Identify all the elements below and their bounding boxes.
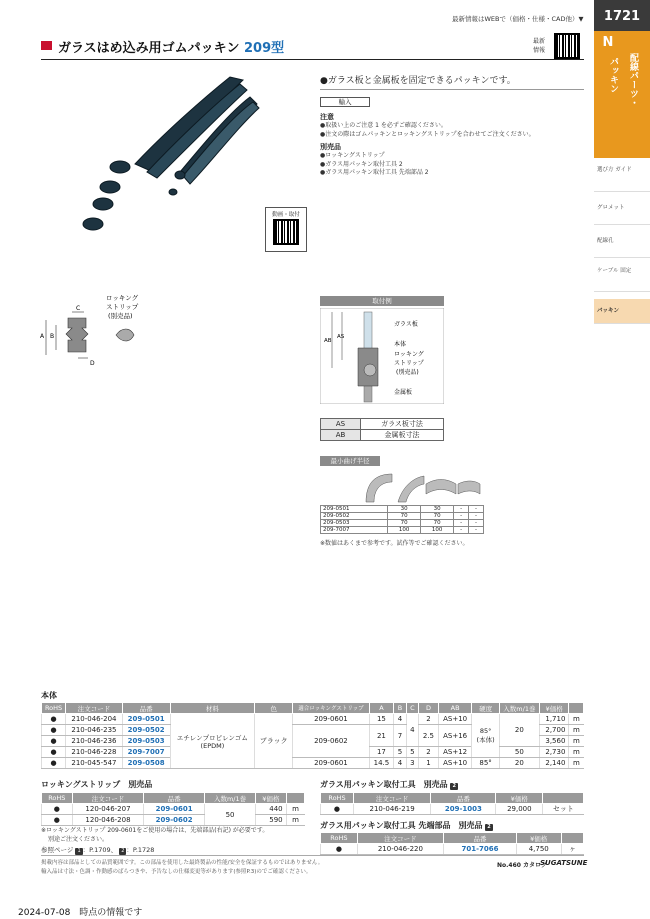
material-cell: エチレンプロピレンゴム (EPDM) — [170, 714, 255, 769]
dimension-diagram — [38, 290, 168, 370]
legend-row-ab: AB 金属板寸法 — [321, 430, 444, 441]
part-link[interactable]: 209-1003 — [431, 804, 496, 815]
new-info-line2: 情報 — [533, 47, 546, 54]
tip-table-header: RoHS 注文コード 品番 ¥価格 — [321, 833, 584, 844]
strip-table-header: RoHS 注文コード 品番 入数m/1巻 ¥価格 — [42, 793, 305, 804]
strip-table — [41, 792, 305, 826]
video-qr-code-icon[interactable] — [273, 219, 299, 245]
category-name-line1: 配線パーツ・ — [628, 53, 638, 107]
bend-row: 209-0501 30 30 - - — [321, 506, 484, 513]
label-strip1: ロッキング — [394, 351, 424, 358]
new-info-label — [533, 37, 545, 55]
caution-2: ●注文の際はゴムパッキンとロッキングストリップを合わせてご注文ください。 — [320, 130, 535, 138]
page-number: 1721 — [594, 0, 650, 31]
table-row: ● 210-046-228 209-7007 17 5 5 2 AS+12 50 2,730 m — [42, 747, 584, 758]
label-body: 本体 — [394, 341, 407, 348]
strip-note-1: ※ロッキングストリップ 209-0601をご使用の場合は、先端部品(右記) が必要です。 — [41, 827, 269, 834]
ref-badge: 2 — [452, 783, 456, 789]
accessory-2: ●ガラス用パッキン取付工具 2 — [320, 160, 403, 168]
tool-table-title: ガラス用パッキン取付工具 別売品 2 — [320, 780, 456, 789]
main-spec-table — [41, 702, 584, 769]
bend-row: 209-0502 70 70 - - — [321, 513, 484, 520]
lead-divider — [320, 89, 584, 90]
part-link[interactable]: 209-0503 — [122, 736, 170, 747]
date-stamp: 2024-07-08 時点の情報です — [18, 908, 143, 918]
label-ab: AB — [324, 338, 332, 344]
caution-1: ●取扱い上のご注意 1 を必ずご確認ください。 — [320, 122, 447, 129]
footer-divider — [41, 855, 584, 856]
bend-radius-heading: 最小曲げ半径 — [320, 456, 380, 466]
tip-table — [320, 832, 584, 855]
title-divider — [41, 59, 584, 60]
accessory-1: ●ロッキングストリップ — [320, 152, 385, 159]
table-row: ● 120-046-207 209-0601 50 440 m — [42, 804, 305, 815]
lead-text: ●ガラス板と金属板を固定できるパッキンです。 — [320, 76, 516, 86]
strip-label-3: (別売品) — [108, 312, 133, 320]
hardness-cell: 85° (本体) — [472, 714, 499, 758]
part-link[interactable]: 209-0601 — [144, 804, 205, 815]
dim-label-a: A — [40, 333, 45, 340]
footer-disclaimer: 掲載内容は部品としての品質範囲です。この部品を使用した最終製品の性能/安全を保証するものではありません。 輸入品は寸法・色調・作動感のばらつきや、予告なしの仕様変更等があります(参照P.3)のでご確認ください。 — [41, 860, 324, 875]
dim-label-c: C — [76, 305, 81, 312]
table-row: ● 210-046-220 701-7066 4,750 ヶ — [321, 844, 584, 855]
bend-row: 209-0503 70 70 - - — [321, 520, 484, 527]
import-badge: 輸入 — [320, 97, 370, 107]
part-link[interactable]: 209-7007 — [122, 747, 170, 758]
part-link[interactable]: 701-7066 — [444, 844, 517, 855]
ref-badge: 2 — [487, 824, 491, 830]
table-row: ● 210-046-235 209-0502 209-0602 21 7 2.5 AS+16 2,700 m — [42, 725, 584, 736]
category-name-line2: パッキン — [608, 57, 618, 93]
install-example-diagram — [320, 308, 444, 404]
tool-table-header: RoHS 注文コード 品番 ¥価格 — [321, 793, 584, 804]
page-title — [58, 37, 284, 56]
install-legend-table — [320, 418, 444, 441]
title-model: 209型 — [244, 41, 285, 56]
install-example-heading: 取付例 — [320, 296, 444, 306]
color-cell: ブラック — [255, 714, 293, 769]
bend-radius-figures — [360, 468, 484, 506]
category-letter: N — [602, 35, 614, 50]
table-row: ● 210-046-204 209-0501 エチレンプロピレンゴム (EPDM) ブラック 209-0601 15 4 4 2 AS+10 85° (本体) 20 1,710 m — [42, 714, 584, 725]
main-table-header: RoHS 注文コード 品番 材料 色 適合ロッキングストリップ A B C D AB 硬度 入数m/1巻 ¥価格 — [42, 703, 584, 714]
label-glass: ガラス板 — [394, 321, 418, 328]
sidebar-item-cable[interactable]: ケーブル 固定 — [594, 268, 650, 292]
part-link[interactable]: 209-0602 — [144, 815, 205, 826]
strip-label-1: ロッキング — [106, 294, 139, 302]
part-link[interactable]: 209-0502 — [122, 725, 170, 736]
accessory-3: ●ガラス用パッキン取付工具 先端部品 2 — [320, 169, 429, 176]
main-table-title: 本体 — [41, 691, 57, 700]
accessory-heading: 別売品 — [320, 143, 341, 151]
part-link[interactable]: 209-0508 — [122, 758, 170, 769]
table-row: ● 210-046-236 209-0503 3,560 m — [42, 736, 584, 747]
product-photo — [65, 72, 275, 252]
bend-row: 209-7007 100 100 - - — [321, 527, 484, 534]
sidebar-item-guide[interactable]: 選び方 ガイド — [594, 167, 650, 192]
brand-logo — [41, 41, 52, 50]
ref-badge[interactable]: 1 — [77, 848, 81, 854]
bend-radius-table — [320, 505, 484, 534]
qr-code-icon[interactable] — [554, 33, 580, 59]
sidebar-item-wiring-hole[interactable]: 配線孔 — [594, 238, 650, 258]
part-link[interactable]: 209-0501 — [122, 714, 170, 725]
brand-wordmark: SUGATSUNE — [540, 859, 588, 867]
sidebar-item-packing[interactable]: パッキン — [594, 299, 650, 324]
category-sidebar — [594, 31, 650, 919]
strip-table-title: ロッキングストリップ 別売品 — [41, 780, 153, 789]
title-main: ガラスはめ込み用ゴムパッキン — [58, 41, 240, 56]
tip-table-title: ガラス用パッキン取付工具 先端部品 別売品 2 — [320, 821, 491, 830]
dim-label-b: B — [50, 333, 55, 340]
label-strip2: ストリップ — [394, 360, 424, 367]
strip-label-2: ストリップ — [106, 303, 139, 311]
dim-label-d: D — [90, 360, 95, 367]
table-row: ● 120-046-208 209-0602 590 m — [42, 815, 305, 826]
table-row: ● 210-046-219 209-1003 29,000 セット — [321, 804, 584, 815]
caution-heading: 注意 — [320, 113, 334, 121]
new-info-line1: 最新 — [533, 38, 546, 45]
sidebar-category[interactable] — [594, 31, 650, 158]
catalog-number: No.460 カタログ — [497, 862, 548, 869]
sidebar-item-grommet[interactable]: グロメット — [594, 205, 650, 225]
reference-pages: 参照ページ 1 ：P.1709、 2 ：P.1728 — [41, 846, 155, 854]
table-row: ● 210-045-547 209-0508 209-0601 14.5 4 3 1 AS+10 85° 20 2,140 m — [42, 758, 584, 769]
label-strip3: (別売品) — [396, 369, 419, 376]
video-install-box[interactable]: 動画・取付 — [265, 207, 307, 252]
strip-note-2: 別途ご注文ください。 — [48, 836, 109, 843]
label-as: AS — [337, 334, 345, 340]
tool-table — [320, 792, 584, 815]
web-info-note: 最新情報はWEBで（価格・仕様・CAD他）▼ — [452, 15, 584, 23]
bend-radius-note: ※数値はあくまで参考です。試作等でご確認ください。 — [320, 540, 469, 547]
notes-block — [320, 112, 535, 178]
label-metal: 金属板 — [394, 389, 413, 396]
legend-row-as: AS ガラス板寸法 — [321, 419, 444, 430]
ref-badge[interactable]: 2 — [121, 848, 125, 854]
